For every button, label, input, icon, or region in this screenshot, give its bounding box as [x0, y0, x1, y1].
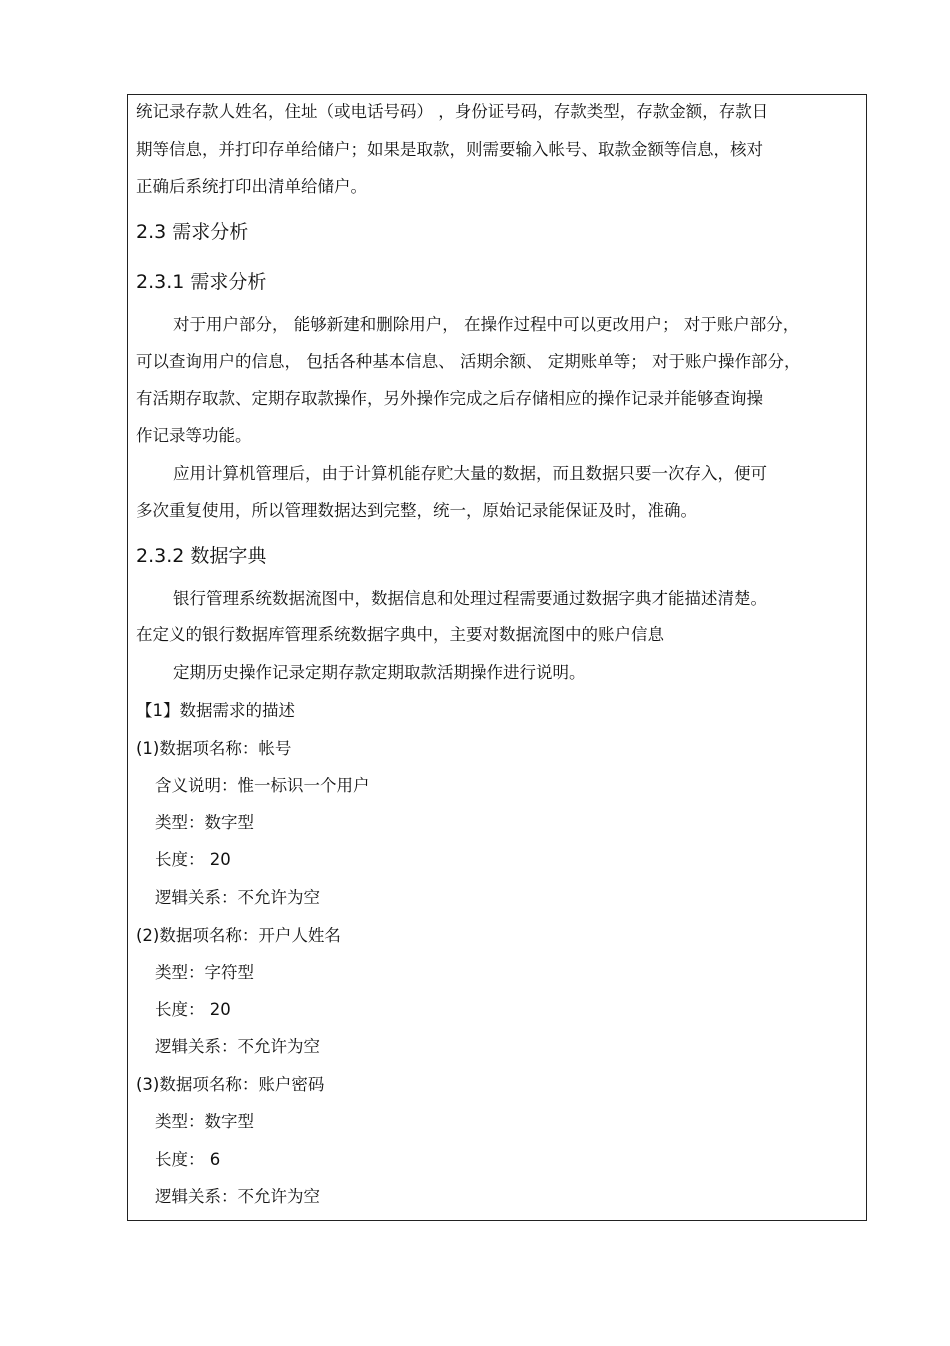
intro-line-2: 期等信息，并打印存单给储户；如果是取款，则需要输入帐号、取款金额等信息，核对	[136, 140, 763, 159]
item1-length: 长度： 20	[155, 850, 231, 869]
para1-line-1: 对于用户部分， 能够新建和删除用户， 在操作过程中可以更改用户； 对于账户部分，	[173, 315, 800, 334]
item1-meaning: 含义说明：惟一标识一个用户	[155, 776, 370, 795]
para1-line-2: 可以查询用户的信息， 包括各种基本信息、 活期余额、 定期账单等； 对于账户操作部分，	[136, 352, 801, 371]
para3-line-1: 银行管理系统数据流图中，数据信息和处理过程需要通过数据字典才能描述清楚。	[173, 589, 767, 608]
para2-line-1: 应用计算机管理后，由于计算机能存贮大量的数据，而且数据只要一次存入，便可	[173, 464, 767, 483]
item1-logic: 逻辑关系：不允许为空	[155, 888, 320, 907]
item3-logic: 逻辑关系：不允许为空	[155, 1187, 320, 1206]
para1-line-3: 有活期存取款、定期存取款操作，另外操作完成之后存储相应的操作记录并能够查询操	[136, 389, 763, 408]
item3-type: 类型：数字型	[155, 1112, 254, 1131]
intro-line-3: 正确后系统打印出清单给储户。	[136, 177, 367, 196]
item1-name: (1)数据项名称：帐号	[136, 739, 292, 758]
para3-line-3: 定期历史操作记录定期存款定期取款活期操作进行说明。	[173, 663, 586, 682]
section-heading-2-3-1: 2.3.1 需求分析	[136, 271, 267, 293]
para2-line-2: 多次重复使用，所以管理数据达到完整，统一，原始记录能保证及时，准确。	[136, 501, 697, 520]
para3-line-2: 在定义的银行数据库管理系统数据字典中，主要对数据流图中的账户信息	[136, 625, 664, 644]
item2-name: (2)数据项名称：开户人姓名	[136, 926, 341, 945]
item3-name: (3)数据项名称：账户密码	[136, 1075, 325, 1094]
item2-length: 长度： 20	[155, 1000, 231, 1019]
item3-length: 长度： 6	[155, 1150, 221, 1169]
intro-line-1: 统记录存款人姓名，住址（或电话号码） ，身份证号码，存款类型，存款金额，存款日	[136, 102, 769, 121]
item2-logic: 逻辑关系：不允许为空	[155, 1037, 320, 1056]
item2-type: 类型：字符型	[155, 963, 254, 982]
para1-line-4: 作记录等功能。	[136, 426, 252, 445]
section-heading-2-3: 2.3 需求分析	[136, 221, 249, 243]
data-requirement-heading: 【1】数据需求的描述	[136, 701, 295, 720]
item1-type: 类型：数字型	[155, 813, 254, 832]
section-heading-2-3-2: 2.3.2 数据字典	[136, 545, 267, 567]
